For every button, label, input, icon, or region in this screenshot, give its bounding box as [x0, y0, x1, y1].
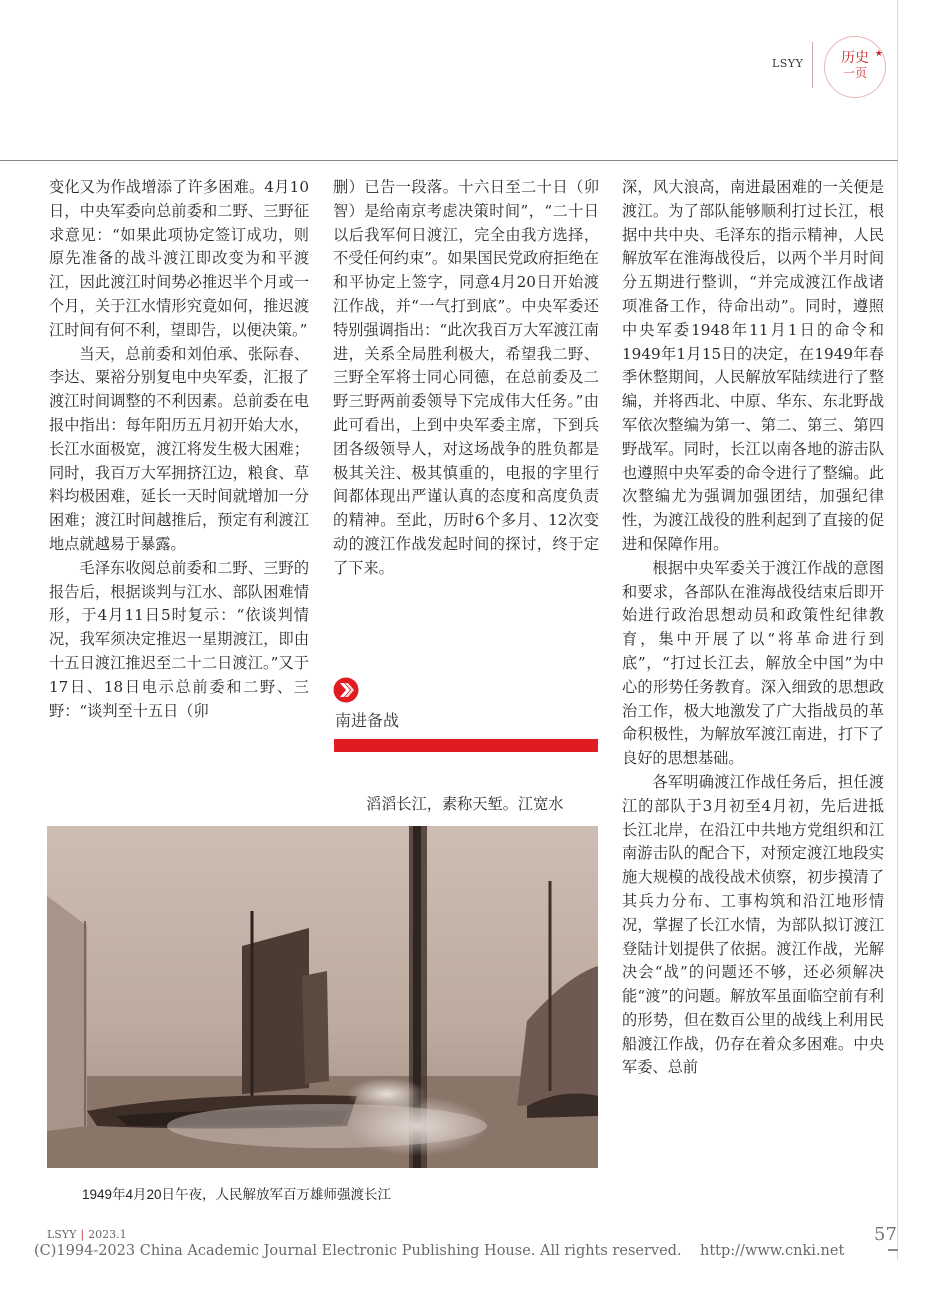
paragraph: 毛泽东收阅总前委和二野、三野的报告后，根据谈判与江水、部队困难情形，于4月11日5时复示：“依谈判情况，我军须决定推迟一星期渡江，即由十五日渡江推迟至二十二日渡江。”又于17日、18日电示总前委和二野、三野：“谈判至十五日（卯 — [49, 558, 309, 720]
star-icon: ★ — [874, 49, 883, 59]
header-divider — [812, 42, 813, 88]
article-column-1 — [49, 176, 309, 723]
footer-issue-number: 2023.1 — [88, 1228, 127, 1241]
section-arrow-icon — [333, 677, 359, 703]
logo-line1: 历史 — [841, 50, 869, 66]
paragraph: 各军明确渡江作战任务后，担任渡江的部队于3月初至4月初，先后进抵长江北岸，在沿江中共地方党组织和江南游击队的配合下，对预定渡江地段实施大规模的战役战术侦察，初步摸清了其兵力分布、工事构筑和沿江地形情况，掌握了长江水情，为部队拟订渡江登陆计划提供了依据。渡江作战，光解决会“战”的问题还不够，还必须解决能“渡”的问题。解放军虽面临空前有利的形势，但在数百公里的战线上利用民船渡江作战，仍存在着众多困难。中央军委、总前 — [622, 772, 884, 1077]
paragraph: 删）已告一段落。十六日至二十日（卯智）是给南京考虑决策时间”，“二十日以后我军何日渡江，完全由我方选择，不受任何约束”。如果国民党政府拒绝在和平协定上签字，同意4月20日开始渡江作战，并“一气打到底”。中央军委还特别强调指出：“此次我百万大军渡江南进，关系全局胜利极大，希望我二野、三野全军将士同心同德，在总前委及二野三野两前委领导下完成伟大任务。”由此可看出，上到中央军委主席，下到兵团各级领导人，对这场战争的胜负都是极其关注、极其慎重的，电报的字里行间都体现出严谨认真的态度和高度负责的精神。至此，历时6个多月、12次变动的渡江作战发起时间的探讨，终于定了下来。 — [333, 178, 599, 577]
section-title: 南进备战 — [335, 713, 400, 730]
copyright-notice: (C)1994-2023 China Academic Journal Electronic Publishing House. All rights reserved. http://www.cnki.net — [34, 1243, 845, 1259]
footer-separator: | — [80, 1228, 85, 1241]
history-page-logo — [824, 36, 886, 98]
paragraph: 深，风大浪高，南进最困难的一关便是渡江。为了部队能够顺利打过长江，根据中共中央、毛泽东的指示精神，人民解放军在淮海战役后，以两个半月时间分五期进行整训，“并完成渡江作战诸项准备工作，待命出动”。同时，遵照中央军委1948年11月1日的命令和1949年1月15日的决定，在1949年春季休整期间，人民解放军陆续进行了整编，并将西北、中原、华东、东北野战军依次整编为第一、第二、第三、第四野战军。同时，长江以南各地的游击队也遵照中央军委的命令进行了整编。此次整编尤为强调加强团结，加强纪律性，为渡江战役的胜利起到了直接的促进和保障作用。 — [622, 178, 884, 553]
section-title-bar — [334, 739, 598, 752]
section-lead-paragraph: 滔滔长江，素称天堑。江宽水 — [366, 795, 564, 813]
header-rule — [0, 160, 898, 161]
paragraph: 当天，总前委和刘伯承、张际春、李达、粟裕分别复电中央军委，汇报了渡江时间调整的不利因素。总前委在电报中指出：每年阳历五月初开始大水，长江水面极宽，渡江将发生极大困难；同时，我百万大军拥挤江边，粮食、草料均极困难，延长一天时间就增加一分困难；渡江时间越推后，预定有利渡江地点就越易于暴露。 — [49, 344, 309, 553]
logo-line2: 一页 — [842, 66, 867, 80]
page-number-dash — [888, 1249, 898, 1251]
footer-issue — [47, 1228, 127, 1241]
page-number: 57 — [874, 1224, 897, 1245]
river-crossing-photo — [47, 826, 598, 1168]
header-journal-code: LSYY — [772, 57, 804, 70]
photo-caption: 1949年4月20日午夜，人民解放军百万雄师强渡长江 — [82, 1187, 392, 1202]
side-rule — [897, 0, 898, 1260]
article-column-3 — [622, 176, 884, 1080]
footer-journal-code: LSYY — [47, 1228, 77, 1241]
paragraph: 根据中央军委关于渡江作战的意图和要求，各部队在淮海战役结束后即开始进行政治思想动员和政策性纪律教育，集中开展了以“将革命进行到底”，“打过长江去，解放全中国”为中心的形势任务教育。深入细致的思想政治工作，极大地激发了广大指战员的革命积极性，为解放军渡江南进，打下了良好的思想基础。 — [622, 558, 884, 768]
article-column-2 — [333, 176, 599, 581]
paragraph: 变化又为作战增添了许多困难。4月10日，中央军委向总前委和二野、三野征求意见：“如果此项协定签订成功，则原先准备的战斗渡江即改变为和平渡江，因此渡江时间势必推迟半个月或一个月，关于江水情形究竟如何，推迟渡江时间有何不利，望即告，以便决策。” — [49, 178, 309, 339]
